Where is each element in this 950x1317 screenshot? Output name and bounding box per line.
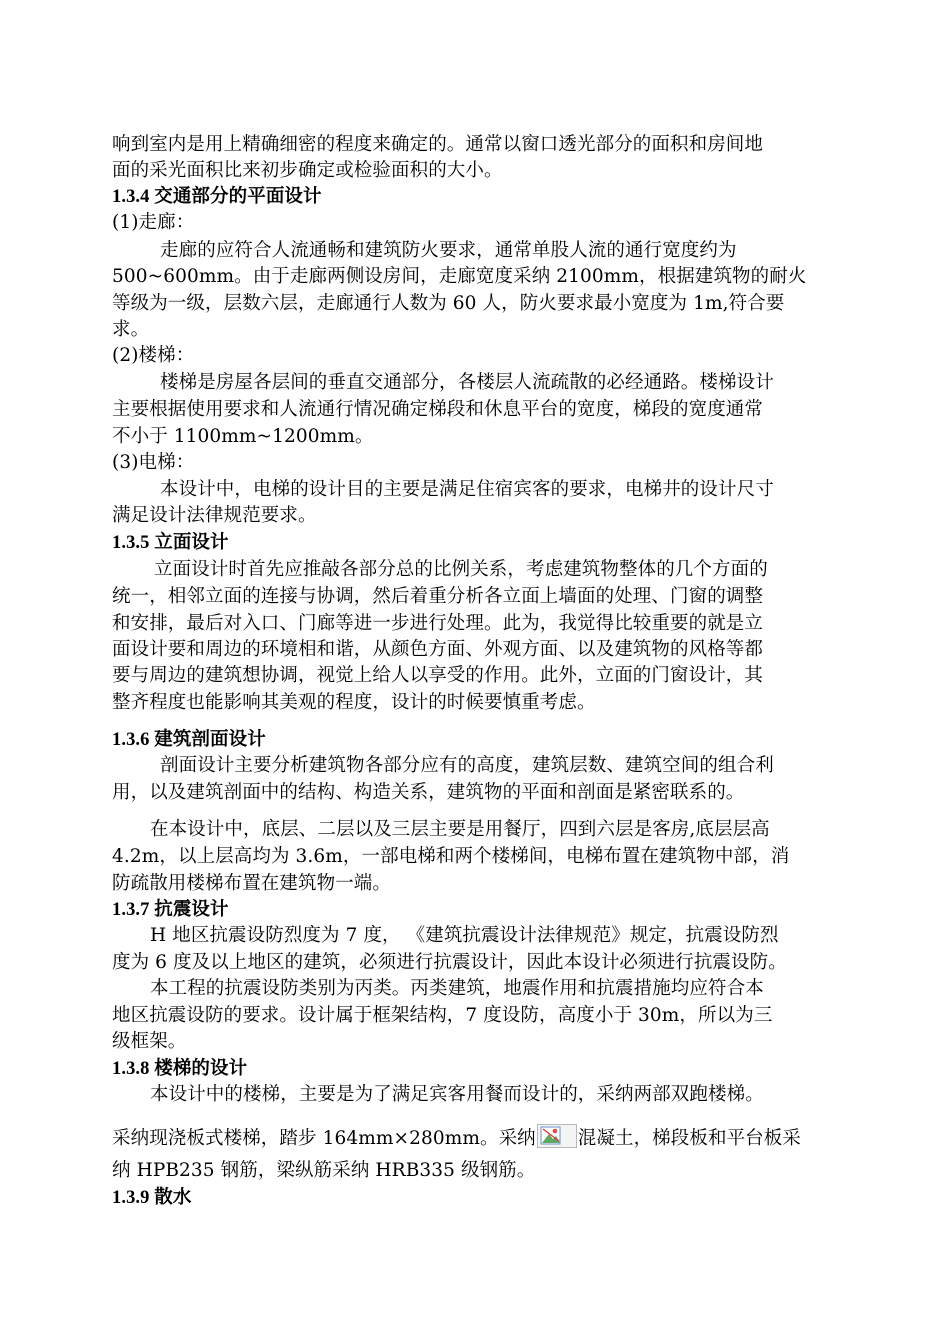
paragraph-line: 统一，相邻立面的连接与协调，然后着重分析各立面上墙面的处理、门窗的调整 — [112, 586, 764, 607]
paragraph-line: 500~600mm。由于走廊两侧设房间，走廊宽度采纳 2100mm，根据建筑物的耐火 — [112, 266, 807, 287]
paragraph-line — [112, 1124, 801, 1152]
list-label: (2)楼梯： — [112, 345, 195, 366]
text-segment: 混凝土，梯段板和平台板采 — [577, 1128, 801, 1149]
paragraph-line: 本工程的抗震设防类别为丙类。丙类建筑，地震作用和抗震措施均应符合本 — [150, 978, 764, 999]
paragraph-line: 整齐程度也能影响其美观的程度，设计的时候要慎重考虑。 — [112, 692, 596, 713]
paragraph-line: 度为 6 度及以上地区的建筑，必须进行抗震设计，因此本设计必须进行抗震设防。 — [112, 952, 787, 973]
text-segment: 采纳现浇板式楼梯，踏步 164mm×280mm。采纳 — [112, 1128, 536, 1149]
section-heading: 1.3.5 立面设计 — [112, 533, 229, 553]
list-label: (1)走廊： — [112, 212, 195, 233]
paragraph-line: 满足设计法律规范要求。 — [112, 505, 317, 526]
paragraph-line: 面设计要和周边的环境相和谐，从颜色方面、外观方面、以及建筑物的风格等都 — [112, 639, 764, 660]
paragraph-line: 等级为一级，层数六层，走廊通行人数为 60 人，防火要求最小宽度为 1m,符合要 — [112, 293, 785, 314]
paragraph-line: H 地区抗震设防烈度为 7 度， 《建筑抗震设计法律规范》规定，抗震设防烈 — [150, 925, 779, 946]
section-heading: 1.3.4 交通部分的平面设计 — [112, 187, 322, 207]
paragraph-line: 要与周边的建筑想协调，视觉上给人以享受的作用。此外，立面的门窗设计，其 — [112, 665, 764, 686]
paragraph-line: 楼梯是房屋各层间的垂直交通部分，各楼层人流疏散的必经通路。楼梯设计 — [160, 372, 774, 393]
paragraph-line: 本设计中，电梯的设计目的主要是满足住宿宾客的要求，电梯井的设计尺寸 — [160, 479, 774, 500]
section-heading: 1.3.8 楼梯的设计 — [112, 1059, 248, 1079]
list-label: (3)电梯： — [112, 452, 195, 473]
broken-image-icon — [537, 1124, 577, 1148]
paragraph-line: 用，以及建筑剖面中的结构、构造关系，建筑物的平面和剖面是紧密联系的。 — [112, 782, 745, 803]
paragraph-line: 4.2m，以上层高均为 3.6m，一部电梯和两个楼梯间，电梯布置在建筑物中部，消 — [112, 846, 790, 867]
paragraph-line: 级框架。 — [112, 1031, 187, 1052]
paragraph-line: 不小于 1100mm~1200mm。 — [112, 426, 374, 447]
paragraph-line: 主要根据使用要求和人流通行情况确定梯段和休息平台的宽度，梯段的宽度通常 — [112, 399, 764, 420]
paragraph-line: 立面设计时首先应推敲各部分总的比例关系，考虑建筑物整体的几个方面的 — [154, 559, 768, 580]
section-heading: 1.3.9 散水 — [112, 1188, 192, 1208]
paragraph-line: 和安排，最后对入口、门廊等进一步进行处理。此为，我觉得比较重要的就是立 — [112, 613, 764, 634]
paragraph-line: 在本设计中，底层、二层以及三层主要是用餐厅，四到六层是客房,底层层高 — [150, 819, 770, 840]
paragraph-line: 响到室内是用上精确细密的程度来确定的。通常以窗口透光部分的面积和房间地 — [112, 134, 764, 155]
section-heading: 1.3.6 建筑剖面设计 — [112, 730, 266, 750]
paragraph-line: 本设计中的楼梯，主要是为了满足宾客用餐而设计的，采纳两部双跑楼梯。 — [150, 1084, 764, 1105]
paragraph-line: 地区抗震设防的要求。设计属于框架结构，7 度设防，高度小于 30m，所以为三 — [112, 1005, 773, 1026]
paragraph-line: 剖面设计主要分析建筑物各部分应有的高度，建筑层数、建筑空间的组合利 — [160, 755, 774, 776]
paragraph-line: 走廊的应符合人流通畅和建筑防火要求，通常单股人流的通行宽度约为 — [160, 240, 737, 261]
section-heading: 1.3.7 抗震设计 — [112, 900, 229, 920]
paragraph-line: 面的采光面积比来初步确定或检验面积的大小。 — [112, 160, 503, 181]
paragraph-line: 求。 — [112, 319, 150, 340]
paragraph-line: 防疏散用楼梯布置在建筑物一端。 — [112, 873, 392, 894]
paragraph-line: 纳 HPB235 钢筋，梁纵筋采纳 HRB335 级钢筋。 — [112, 1160, 536, 1181]
